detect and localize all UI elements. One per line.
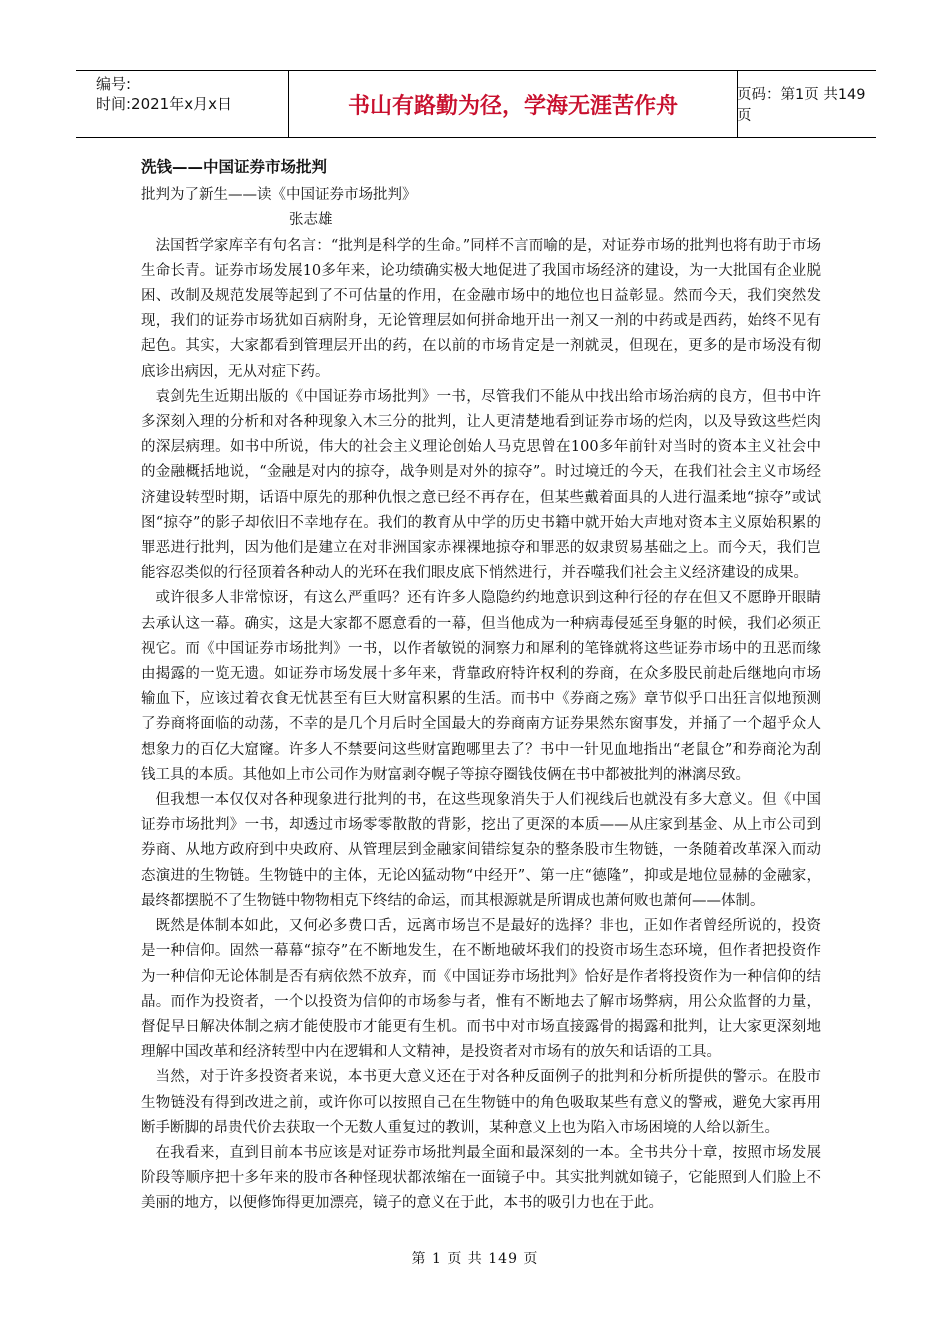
paragraph: 法国哲学家库辛有句名言：“批判是科学的生命。”同样不言而喻的是，对证券市场的批判也将有助于市场生命长青。证券市场发展10多年来，论功绩确实极大地促进了我国市场经济的建设，为一大批国有企业脱困、改制及规范发展等起到了不可估量的作用，在金融市场中的地位也日益彰显。然而今天，我们突然发现，我们的证券市场犹如百病附身，无论管理层如何拼命地开出一剂又一剂的中药或是西药，始终不见有起色。其实，大家都看到管理层开出的药，在以前的市场肯定是一剂就灵，但现在，更多的是市场没有彻底诊出病因，无从对症下药。: [141, 237, 821, 380]
article-title: 洗钱——中国证券市场批判: [141, 158, 328, 176]
paragraph: 在我看来，直到目前本书应该是对证券市场批判最全面和最深刻的一本。全书共分十章，按照市场发展阶段等顺序把十多年来的股市各种怪现状都浓缩在一面镜子中。其实批判就如镜子，它能照到人们脸上不美丽的地方，以便修饰得更加漂亮，镜子的意义在于此，本书的吸引力也在于此。: [141, 1144, 821, 1212]
header-page-number: 页码：第1页 共149页: [737, 87, 866, 124]
article-author: 张志雄: [289, 212, 333, 229]
header-meta: [76, 71, 288, 137]
motto-text: 书山有路勤为径，学海无涯苦作舟: [347, 93, 678, 119]
article-subtitle: 批判为了新生——读《中国证券市场批判》: [141, 187, 417, 204]
article-body: [141, 155, 821, 1217]
page-header: [76, 70, 876, 138]
paragraph: 既然是体制本如此，又何必多费口舌，远离市场岂不是最好的选择？非也，正如作者曾经所说的，投资是一种信仰。固然一幕幕“掠夺”在不断地发生，在不断地破坏我们的投资市场生态环境，但作者把投资作为一种信仰无论体制是否有病依然不放弃，而《中国证券市场批判》恰好是作者将投资作为一种信仰的结晶。而作为投资者，一个以投资为信仰的市场参与者，惟有不断地去了解市场弊病，用公众监督的力量，督促早日解决体制之病才能使股市才能更有生机。而书中对市场直接露骨的揭露和批判，让大家更深刻地理解中国改革和经济转型中内在逻辑和人文精神，是投资者对市场有的放矢和话语的工具。: [141, 918, 821, 1061]
paragraph: 袁剑先生近期出版的《中国证券市场批判》一书，尽管我们不能从中找出给市场治病的良方，但书中许多深刻入理的分析和对各种现象入木三分的批判，让人更清楚地看到证券市场的烂肉，以及导致这些烂肉的深层病理。如书中所说，伟大的社会主义理论创始人马克思曾在100多年前针对当时的资本主义社会中的金融概括地说，“金融是对内的掠夺，战争则是对外的掠夺”。时过境迁的今天，在我们社会主义市场经济建设转型时期，话语中原先的那种仇恨之意已经不再存在，但某些戴着面具的人进行温柔地“掠夺”或试图“掠夺”的影子却依旧不幸地存在。我们的教育从中学的历史书籍中就开始大声地对资本主义原始积累的罪恶进行批判，因为他们是建立在对非洲国家赤裸裸地掠夺和罪恶的奴隶贸易基础之上。而今天，我们岂能容忍类似的行径顶着各种动人的光环在我们眼皮底下悄然进行，并吞噬我们社会主义经济建设的成果。: [141, 388, 821, 582]
document-time-label: 时间:2021年x月x日: [96, 95, 232, 113]
paragraph: 或许很多人非常惊讶，有这么严重吗？还有许多人隐隐约约地意识到这种行径的存在但又不愿睁开眼睛去承认这一幕。确实，这是大家都不愿意看的一幕，但当他成为一种病毒侵延至身躯的时候，我们必须正视它。而《中国证券市场批判》一书，以作者敏锐的洞察力和犀利的笔锋就将这些证券市场中的丑恶而缘由揭露的一览无遗。如证券市场发展十多年来，背靠政府特许权利的券商，在众多股民前赴后继地向市场输血下，应该过着衣食无忧甚至有巨大财富积累的生活。而书中《券商之殇》章节似乎口出狂言似地预测了券商将面临的动荡，不幸的是几个月后时全国最大的券商南方证券果然东窗事发，并捅了一个超乎众人想象力的百亿大窟窿。许多人不禁要问这些财富跑哪里去了？书中一针见血地指出“老鼠仓”和券商沦为刮钱工具的本质。其他如上市公司作为财富剥夺幌子等掠夺圈钱伎俩在书中都被批判的淋漓尽致。: [141, 590, 821, 783]
paragraph: 当然，对于许多投资者来说，本书更大意义还在于对各种反面例子的批判和分析所提供的警示。在股市生物链没有得到改进之前，或许你可以按照自己在生物链中的角色吸取某些有意义的警戒，避免大家再用断手断脚的昂贵代价去获取一个无数人重复过的教训，某种意义上也为陷入市场困境的人给以新生。: [141, 1069, 821, 1136]
header-motto: [288, 71, 738, 137]
document-number-label: 编号:: [96, 75, 132, 93]
paragraph: 但我想一本仅仅对各种现象进行批判的书，在这些现象消失于人们视线后也就没有多大意义。但《中国证券市场批判》一书，却透过市场零零散散的背影，挖出了更深的本质——从庄家到基金、从上市公司到券商、从地方政府到中央政府、从管理层到金融家间错综复杂的整条股市生物链，一条随着改革深入而动态演进的生物链。生物链中的主体，无论凶猛动物“中经开”、第一庄“德隆”，抑或是地位显赫的金融家，最终都摆脱不了生物链中物物相克下终结的命运，而其根源就是所谓成也萧何败也萧何——体制。: [141, 792, 821, 909]
page-footer: 第 1 页 共 149 页: [411, 1251, 539, 1267]
